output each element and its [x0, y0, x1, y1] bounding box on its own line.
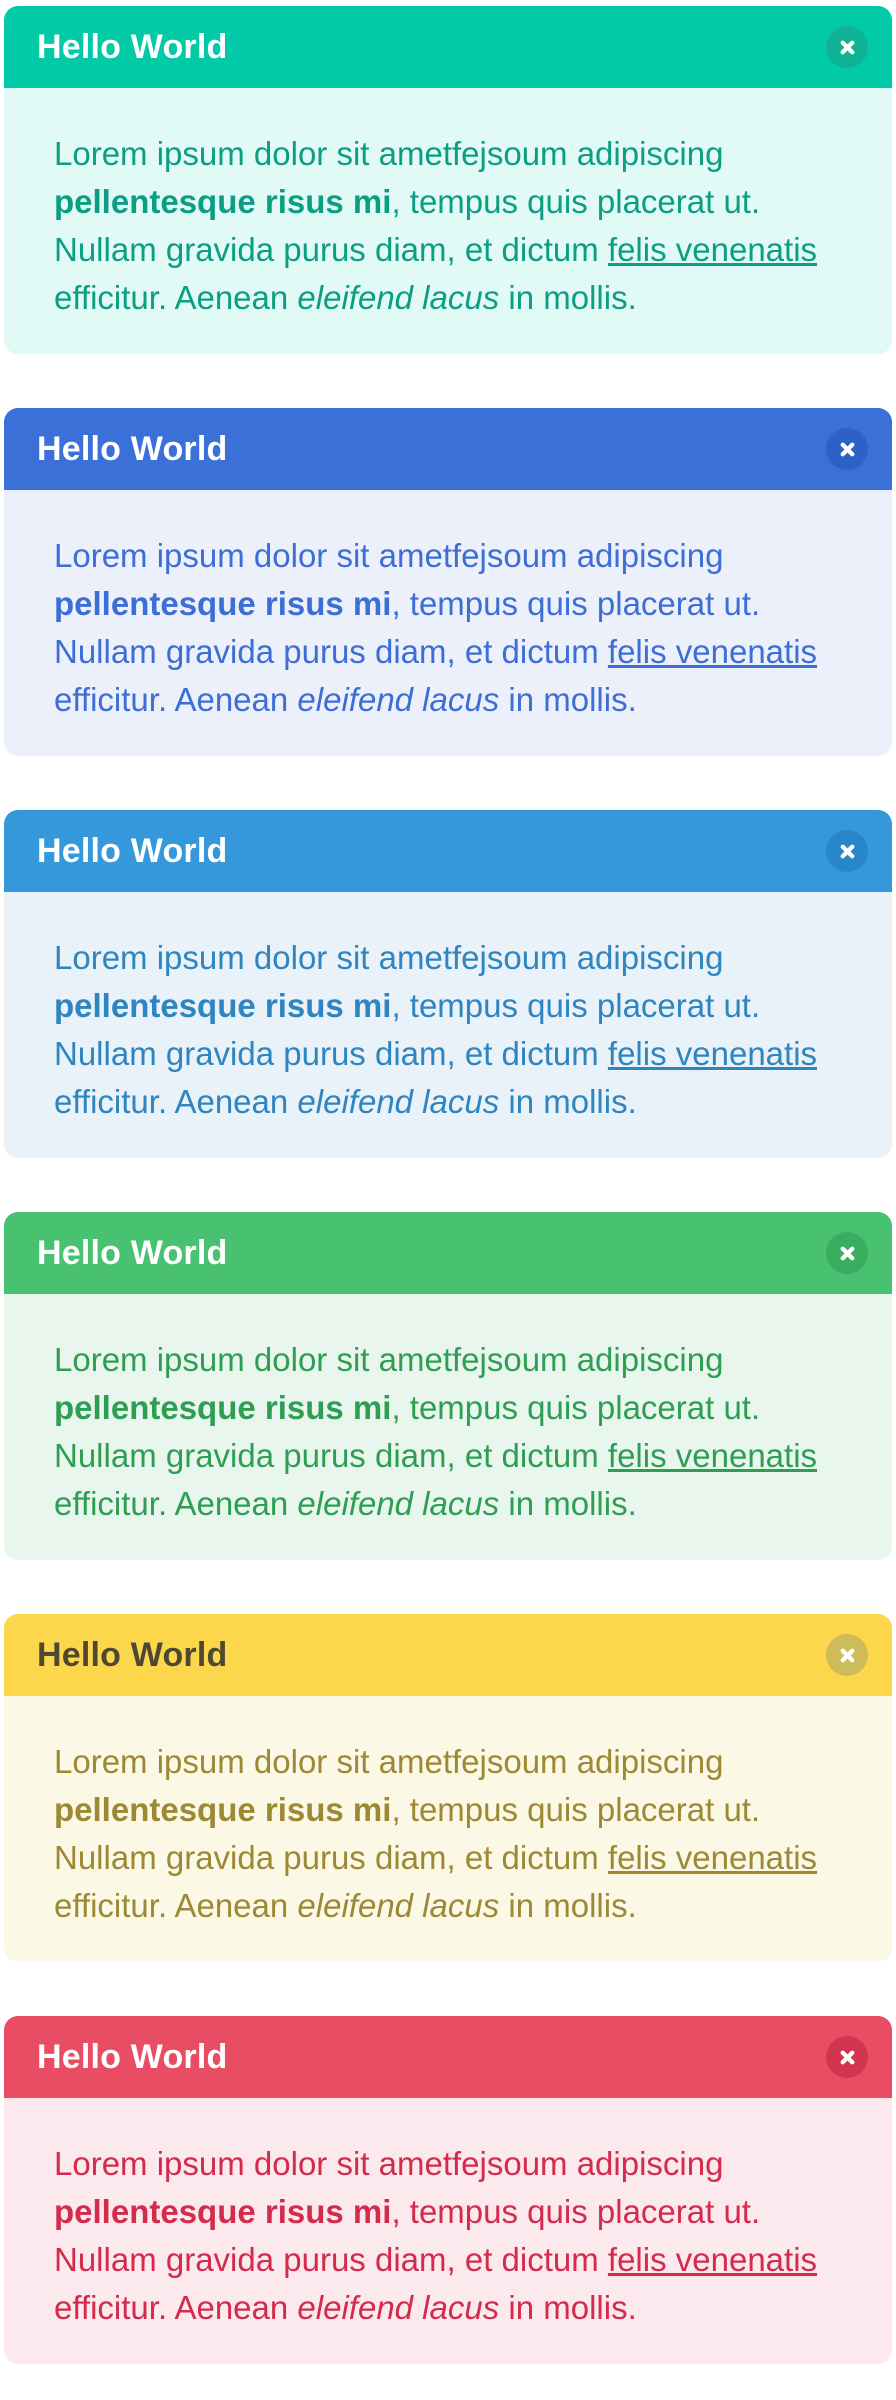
body-text-line [54, 1834, 846, 1882]
close-icon [838, 1244, 857, 1263]
body-text-segment: efficitur. Aenean [54, 681, 298, 718]
card-body [4, 2098, 892, 2364]
body-text-segment: , tempus quis placerat ut. [391, 183, 761, 220]
card-body [4, 1294, 892, 1560]
body-text-line [54, 2284, 846, 2332]
body-text-line [54, 982, 846, 1030]
body-text-segment: efficitur. Aenean [54, 1485, 298, 1522]
felis-venenatis-link[interactable]: felis venenatis [607, 2241, 818, 2278]
body-text-segment: in mollis. [499, 681, 637, 718]
card-body [4, 1696, 892, 1962]
body-text-segment: Nullam gravida purus diam, et dictum [54, 1839, 608, 1876]
body-text-segment: Nullam gravida purus diam, et dictum [54, 1437, 608, 1474]
card-header [4, 1614, 892, 1696]
felis-venenatis-link[interactable]: felis venenatis [607, 1035, 818, 1072]
body-text-segment: pellentesque risus mi [54, 1389, 392, 1426]
close-icon [838, 842, 857, 861]
body-text-segment: efficitur. Aenean [54, 1887, 298, 1924]
body-text-line [54, 2140, 846, 2188]
body-text-segment: pellentesque risus mi [54, 183, 392, 220]
card-header [4, 6, 892, 88]
body-text-segment: in mollis. [499, 2289, 637, 2326]
body-text-line [54, 1336, 846, 1384]
body-text-segment: pellentesque risus mi [54, 585, 392, 622]
alert-card-green [4, 1212, 892, 1560]
close-icon [838, 1646, 857, 1665]
card-header [4, 2016, 892, 2098]
body-text-line [54, 532, 846, 580]
card-header [4, 1212, 892, 1294]
card-title: Hello World [37, 27, 228, 66]
felis-venenatis-link[interactable]: felis venenatis [607, 1437, 818, 1474]
body-text-segment: pellentesque risus mi [54, 987, 392, 1024]
body-text-segment: efficitur. Aenean [54, 1083, 298, 1120]
body-text-line [54, 2188, 846, 2236]
body-text-segment: , tempus quis placerat ut. [391, 1791, 761, 1828]
close-icon [838, 2048, 857, 2067]
close-button[interactable] [826, 26, 868, 68]
body-text-line [54, 676, 846, 724]
body-text-line [54, 130, 846, 178]
felis-venenatis-link[interactable]: felis venenatis [607, 1839, 818, 1876]
body-text-line [54, 1078, 846, 1126]
body-text-line [54, 1786, 846, 1834]
body-text-segment: efficitur. Aenean [54, 279, 298, 316]
body-text-segment: Nullam gravida purus diam, et dictum [54, 231, 608, 268]
body-text-segment: , tempus quis placerat ut. [391, 585, 761, 622]
body-text-segment: eleifend lacus [297, 1083, 500, 1120]
close-button[interactable] [826, 1634, 868, 1676]
body-text-segment: , tempus quis placerat ut. [391, 1389, 761, 1426]
body-text-line [54, 580, 846, 628]
card-header [4, 810, 892, 892]
body-text-segment: Lorem ipsum dolor sit ametfejsoum adipiscing [54, 1743, 724, 1780]
close-button[interactable] [826, 2036, 868, 2078]
body-text-line [54, 2236, 846, 2284]
body-text-segment: Nullam gravida purus diam, et dictum [54, 1035, 608, 1072]
body-text-segment: efficitur. Aenean [54, 2289, 298, 2326]
alert-card-blue [4, 810, 892, 1158]
body-text-line [54, 1480, 846, 1528]
body-text-segment: Lorem ipsum dolor sit ametfejsoum adipiscing [54, 1341, 724, 1378]
body-text-line [54, 226, 846, 274]
body-text-line [54, 934, 846, 982]
body-text-segment: Nullam gravida purus diam, et dictum [54, 633, 608, 670]
body-text-segment: Lorem ipsum dolor sit ametfejsoum adipiscing [54, 537, 724, 574]
body-text-segment: in mollis. [499, 1485, 637, 1522]
body-text-line [54, 1882, 846, 1930]
alert-card-yellow [4, 1614, 892, 1962]
card-header [4, 408, 892, 490]
body-text-segment: eleifend lacus [297, 681, 500, 718]
close-icon [838, 38, 857, 57]
body-text-segment: in mollis. [499, 1887, 637, 1924]
body-text-segment: pellentesque risus mi [54, 1791, 392, 1828]
alert-card-teal [4, 6, 892, 354]
body-text-line [54, 274, 846, 322]
card-title: Hello World [37, 429, 228, 468]
body-text-segment: , tempus quis placerat ut. [391, 987, 761, 1024]
body-text-segment: in mollis. [499, 279, 637, 316]
body-text-line [54, 628, 846, 676]
close-button[interactable] [826, 1232, 868, 1274]
card-body [4, 490, 892, 756]
close-button[interactable] [826, 830, 868, 872]
felis-venenatis-link[interactable]: felis venenatis [607, 231, 818, 268]
body-text-segment: eleifend lacus [297, 1887, 500, 1924]
card-title: Hello World [37, 2037, 228, 2076]
alert-card-royal-blue [4, 408, 892, 756]
close-icon [838, 440, 857, 459]
card-body [4, 892, 892, 1158]
felis-venenatis-link[interactable]: felis venenatis [607, 633, 818, 670]
body-text-segment: eleifend lacus [297, 1485, 500, 1522]
body-text-segment: pellentesque risus mi [54, 2193, 392, 2230]
body-text-segment: Lorem ipsum dolor sit ametfejsoum adipiscing [54, 939, 724, 976]
body-text-segment: Lorem ipsum dolor sit ametfejsoum adipiscing [54, 2145, 724, 2182]
body-text-segment: Nullam gravida purus diam, et dictum [54, 2241, 608, 2278]
body-text-line [54, 1384, 846, 1432]
body-text-segment: eleifend lacus [297, 2289, 500, 2326]
body-text-segment: in mollis. [499, 1083, 637, 1120]
body-text-segment: eleifend lacus [297, 279, 500, 316]
body-text-line [54, 1030, 846, 1078]
body-text-line [54, 1738, 846, 1786]
card-body [4, 88, 892, 354]
close-button[interactable] [826, 428, 868, 470]
body-text-segment: Lorem ipsum dolor sit ametfejsoum adipiscing [54, 135, 724, 172]
card-title: Hello World [37, 1233, 228, 1272]
card-title: Hello World [37, 831, 228, 870]
body-text-line [54, 1432, 846, 1480]
card-title: Hello World [37, 1635, 228, 1674]
body-text-segment: , tempus quis placerat ut. [391, 2193, 761, 2230]
alert-card-red [4, 2016, 892, 2364]
body-text-line [54, 178, 846, 226]
